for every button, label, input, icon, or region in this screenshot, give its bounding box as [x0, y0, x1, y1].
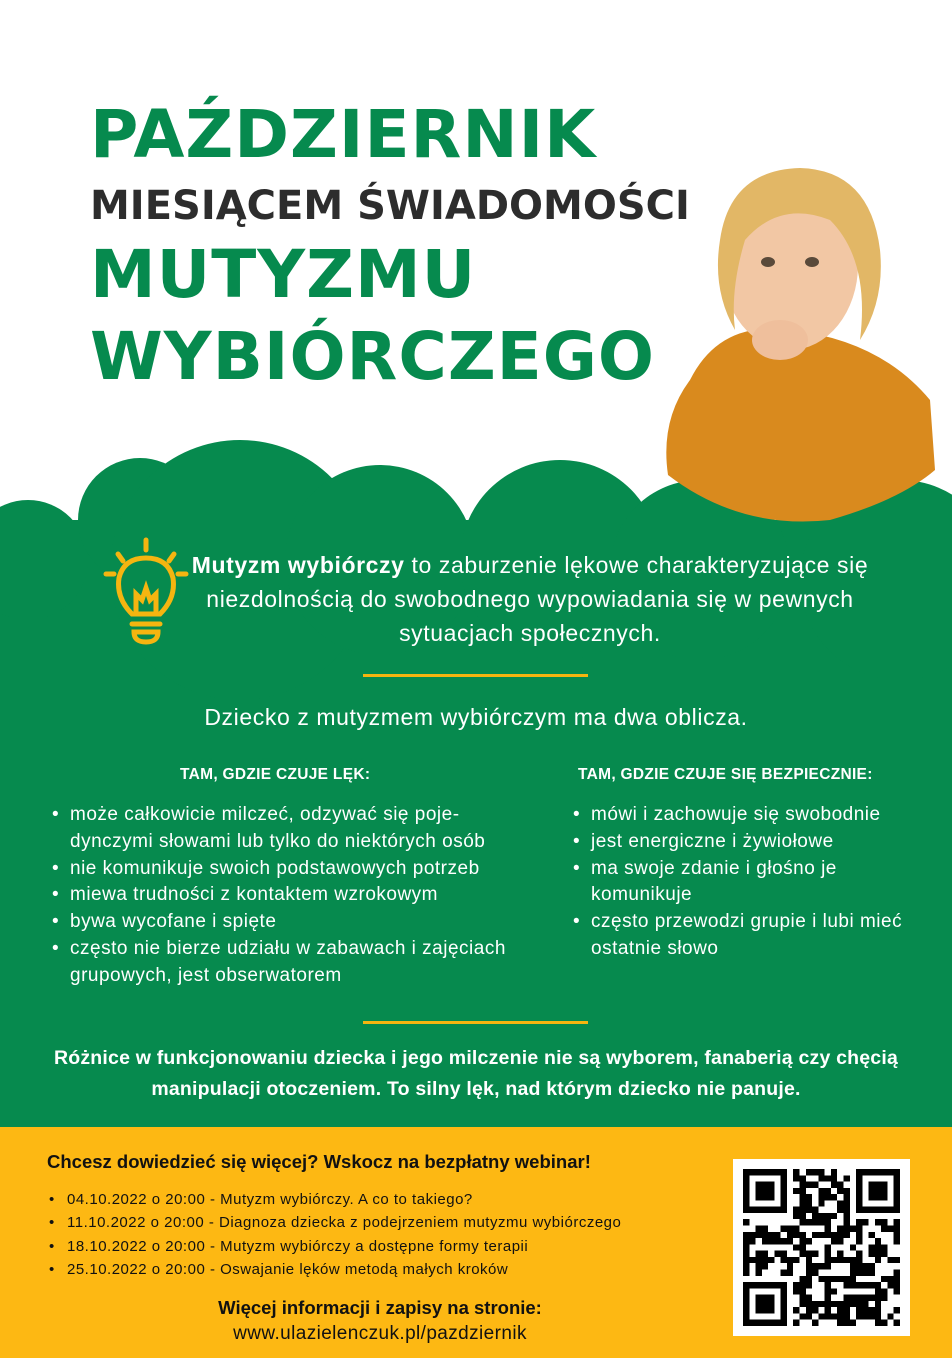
- webinar-item: • 11.10.2022 o 20:00 - Diagnoza dziecka z podejrzeniem mutyzmu wybiórczego: [49, 1211, 621, 1234]
- more-info-label: Więcej informacji i zapisy na stronie:: [218, 1297, 542, 1318]
- webinar-item: • 18.10.2022 o 20:00 - Mutyzm wybiórczy a dostępne formy terapii: [49, 1235, 621, 1258]
- list-item: • nie komunikuje swoich podstawowych potrzeb: [52, 856, 542, 883]
- intro-rest: to zaburzenie lękowe charakteryzujące się niezdolnością do swobodnego wypowiadania się w pewnych sytuacjach społecznych.: [206, 552, 869, 646]
- webinar-heading: Chcesz dowiedzieć się więcej? Wskocz na bezpłatny webinar!: [47, 1151, 591, 1172]
- left-heading: TAM, GDZIE CZUJE LĘK:: [180, 766, 371, 783]
- list-item: • często nie bierze udziału w zabawach i zajęciach grupowych, jest obserwatorem: [52, 936, 542, 990]
- title-month: PAŹDZIERNIK: [90, 96, 597, 173]
- title-awareness: MIESIĄCEM ŚWIADOMOŚCI: [90, 183, 690, 229]
- list-item: • często przewodzi grupie i lubi mieć ostatnie słowo: [573, 909, 933, 963]
- list-item: • bywa wycofane i spięte: [52, 909, 542, 936]
- list-item: • ma swoje zdanie i głośno je komunikuje: [573, 856, 933, 910]
- webinar-item: • 04.10.2022 o 20:00 - Mutyzm wybiórczy. A co to takiego?: [49, 1188, 621, 1211]
- list-item: • mówi i zachowuje się swobodnie: [573, 802, 933, 829]
- webinar-item: • 25.10.2022 o 20:00 - Oswajanie lęków metodą małych kroków: [49, 1258, 621, 1281]
- intro-text: [190, 548, 870, 650]
- subtitle: Dziecko z mutyzmem wybiórczym ma dwa oblicza.: [204, 704, 748, 730]
- website-link[interactable]: www.ulazielenczuk.pl/pazdziernik: [233, 1323, 527, 1344]
- qr-code[interactable]: [733, 1159, 910, 1336]
- title-mutism: MUTYZMU: [90, 236, 477, 313]
- list-item: • miewa trudności z kontaktem wzrokowym: [52, 882, 542, 909]
- title-selective: WYBIÓRCZEGO: [90, 318, 656, 395]
- child-photo: [666, 168, 935, 522]
- safe-list: [573, 802, 933, 963]
- anxious-list: [52, 802, 542, 990]
- list-item: • jest energiczne i żywiołowe: [573, 829, 933, 856]
- lightbulb-icon: [102, 536, 192, 648]
- conclusion-text: Różnice w funkcjonowaniu dziecka i jego milczenie nie są wyborem, fanaberią czy chęcią manipulacji otoczeniem. To silny lęk, nad którym dziecko nie panuje.: [53, 1047, 899, 1100]
- right-heading: TAM, GDZIE CZUJE SIĘ BEZPIECZNIE:: [578, 766, 873, 783]
- divider: [363, 674, 588, 677]
- intro-bold: Mutyzm wybiórczy: [191, 552, 405, 578]
- divider: [363, 1021, 588, 1024]
- webinar-list: [49, 1188, 621, 1281]
- list-item: • może całkowicie milczeć, odzywać się poje-dynczymi słowami lub tylko do niektórych osób: [52, 802, 542, 856]
